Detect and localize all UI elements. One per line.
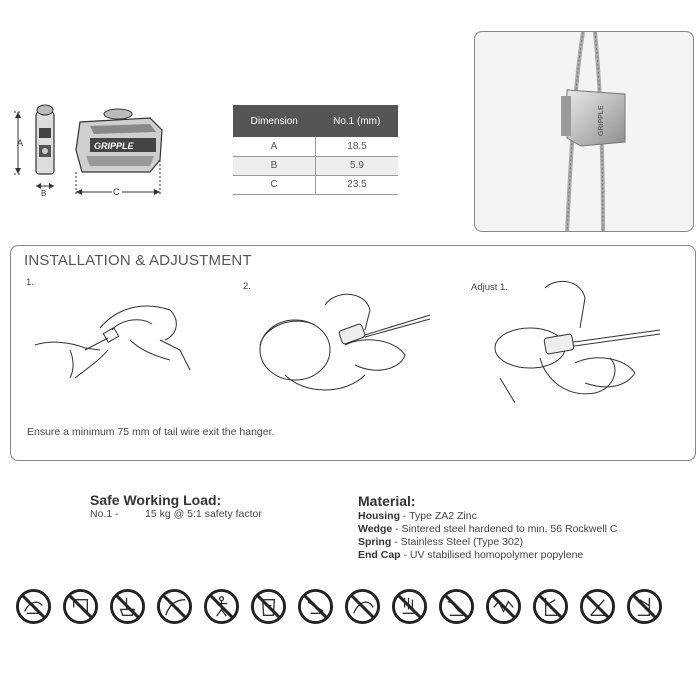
logo-text: GRIPPLE — [94, 141, 134, 151]
material-item-name: Wedge — [358, 523, 393, 535]
material-item-desc: - UV stabilised homopolymer popylene — [400, 549, 584, 561]
material-heading: Material: — [358, 493, 416, 509]
material-item-desc: - Stainless Steel (Type 302) — [391, 536, 524, 548]
safe-load-model: No.1 - — [90, 508, 119, 520]
installation-title: INSTALLATION & ADJUSTMENT — [24, 252, 252, 269]
no-bracket-icon — [62, 588, 99, 625]
table-cell-value: 5.9 — [316, 156, 399, 175]
material-item — [358, 510, 618, 523]
no-bucket-icon — [250, 588, 287, 625]
no-twist-wire-icon — [438, 588, 475, 625]
table-row — [233, 156, 398, 175]
step-2-label: 2. — [243, 281, 251, 292]
material-item — [358, 523, 618, 536]
product-photo-frame — [474, 31, 694, 232]
no-climbing-person-icon — [203, 588, 240, 625]
step-1-illustration — [30, 290, 200, 400]
step-2-illustration — [255, 285, 435, 405]
safe-load-value: 15 kg @ 5:1 safety factor — [145, 508, 262, 520]
dim-label-c: C — [113, 187, 120, 197]
dimension-table — [233, 105, 398, 195]
no-angle-over-60-icon — [579, 588, 616, 625]
product-photo — [475, 32, 694, 232]
no-kink-wire-icon — [485, 588, 522, 625]
no-angle-over-60-left-icon — [532, 588, 569, 625]
no-swing-icon — [156, 588, 193, 625]
step-3-label: Adjust 1. — [471, 282, 508, 293]
table-row — [233, 175, 398, 194]
warning-icons-row — [15, 588, 695, 628]
svg-text:GRIPPLE: GRIPPLE — [598, 105, 605, 136]
material-item-name: Housing — [358, 510, 400, 522]
technical-drawing — [10, 100, 170, 200]
table-cell-dimension: B — [233, 156, 316, 175]
material-item-desc: - Sintered steel hardened to min. 56 Rockwell C — [392, 523, 618, 535]
no-angle-over-60-right-icon — [626, 588, 663, 625]
table-row — [233, 137, 398, 156]
no-pipe-icon — [297, 588, 334, 625]
no-hand-adjust-icon — [391, 588, 428, 625]
material-item-desc: - Type ZA2 Zinc — [400, 510, 477, 522]
table-header-dimension: Dimension — [233, 105, 316, 137]
installation-note: Ensure a minimum 75 mm of tail wire exit the hanger. — [27, 426, 275, 438]
table-cell-dimension: A — [233, 137, 316, 156]
step-1-label: 1. — [26, 277, 34, 288]
material-item — [358, 549, 618, 562]
material-item-name: Spring — [358, 536, 392, 548]
table-cell-value: 18.5 — [316, 137, 399, 156]
table-cell-value: 23.5 — [316, 175, 399, 194]
no-hot-work-icon — [109, 588, 146, 625]
material-list — [358, 510, 618, 562]
table-cell-dimension: C — [233, 175, 316, 194]
dim-label-a: A — [17, 138, 24, 148]
step-3-illustration — [485, 278, 665, 408]
material-item-name: End Cap — [358, 549, 401, 561]
no-sharp-edge-icon — [344, 588, 381, 625]
table-header-value: No.1 (mm) — [316, 105, 399, 137]
no-bent-wire-icon — [15, 588, 52, 625]
safe-load-heading: Safe Working Load: — [90, 492, 222, 508]
material-item — [358, 536, 618, 549]
dim-label-b: B — [41, 189, 47, 198]
